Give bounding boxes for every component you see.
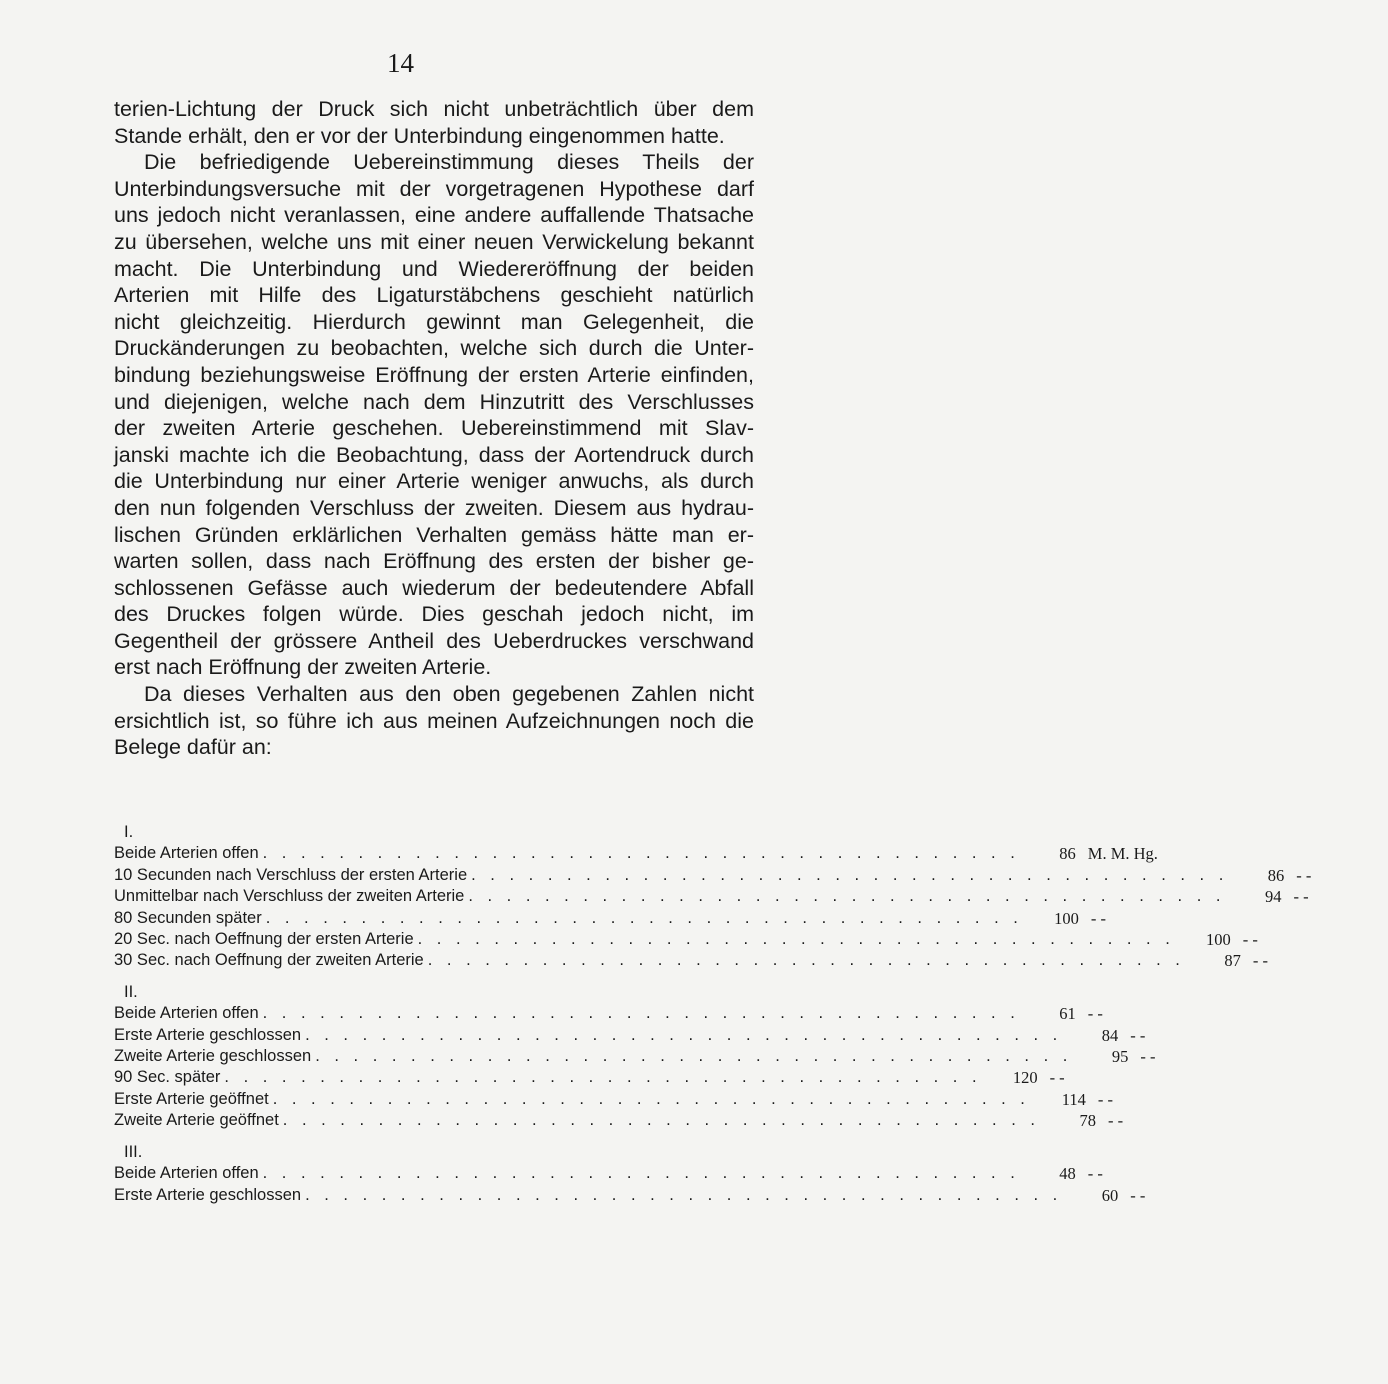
row-value: 100 [1054,908,1079,928]
row-value: 94 [1264,887,1282,907]
paragraph-line: Stande erhält, den er vor der Unterbindung eingenommen hatte. [114,123,725,148]
row-unit: - - [1097,1089,1113,1109]
row-label: 80 Secunden später [114,908,262,927]
table-heading: I. [124,823,134,841]
row-unit: - - [1087,1164,1103,1184]
dot-leader: . . . . . . . . . . . . . . . . . . . . . . . . . . . . . . . . . . . . . . . . [315,1047,1073,1066]
row-unit: M. M. Hg. [1087,844,1158,864]
dot-leader: . . . . . . . . . . . . . . . . . . . . . . . . . . . . . . . . . . . . . . . . [224,1068,982,1087]
measurement-tables [114,820,1312,1206]
paragraph-line: bindung beziehungsweise Eröffnung der ersten Arterie einfinden, [114,362,754,387]
row-label: 30 Sec. nach Oeffnung der zweiten Arterie [114,951,424,970]
table-row [114,1046,1156,1067]
row-unit: - - [1049,1068,1065,1088]
dot-leader: . . . . . . . . . . . . . . . . . . . . . . . . . . . . . . . . . . . . . . . . [262,1164,1020,1183]
table-row [114,1110,1124,1131]
row-value: 86 [1267,865,1285,885]
paragraph-line: schlossenen Gefässe auch wiederum der bedeutendere Abfall [114,575,754,600]
row-value: 120 [1012,1068,1038,1088]
row-value: 48 [1059,1164,1076,1184]
paragraph-line: macht. Die Unterbindung und Wiedereröffnung der beiden [114,256,754,281]
table-row [114,908,1106,929]
table-heading: III. [124,1142,143,1161]
row-label: 20 Sec. nach Oeffnung der ersten Arterie [114,930,414,949]
row-value: 87 [1224,951,1241,971]
paragraph-line: Druckänderungen zu beobachten, welche sich durch die Unter- [114,336,754,361]
row-unit: - - [1242,930,1258,950]
paragraph-line: Belege dafür an: [114,735,272,760]
table-row [114,1185,1146,1206]
paragraph-line: warten sollen, dass nach Eröffnung des ersten der bisher ge- [114,549,754,574]
row-value: 61 [1059,1004,1076,1024]
row-value: 84 [1101,1025,1119,1045]
table-row [114,1163,1103,1184]
row-unit: - - [1252,951,1269,971]
row-unit: - - [1107,1111,1124,1131]
paragraph-line: nicht gleichzeitig. Hierdurch gewinnt man Gelegenheit, die [114,309,754,334]
table-row [114,1067,1065,1088]
row-unit: - - [1140,1047,1156,1067]
dot-leader: . . . . . . . . . . . . . . . . . . . . . . . . . . . . . . . . . . . . . . . . [262,844,1020,863]
table-row [114,1003,1103,1024]
paragraph-line: Die befriedigende Uebereinstimmung dieses Theils der [144,150,754,175]
row-label: Beide Arterien offen [114,1004,259,1023]
row-value: 86 [1059,844,1076,864]
row-label: Erste Arterie geschlossen [114,1025,302,1044]
paragraph-line: Arterien mit Hilfe des Ligaturstäbchens geschieht natürlich [114,283,754,308]
paragraph-line: zu übersehen, welche uns mit einer neuen Verwickelung bekannt [114,229,754,254]
dot-leader: . . . . . . . . . . . . . . . . . . . . . . . . . . . . . . . . . . . . . . . . [468,887,1226,906]
row-label: 90 Sec. später [114,1068,221,1087]
paragraph-line: des Druckes folgen würde. Dies geschah jedoch nicht, im [114,602,754,627]
paragraph-line: der zweiten Arterie geschehen. Uebereinstimmend mit Slav- [114,416,754,441]
row-unit: - - [1087,1004,1103,1024]
paragraph-line: die Unterbindung nur einer Arterie weniger anwuchs, als durch [114,469,754,494]
dot-leader: . . . . . . . . . . . . . . . . . . . . . . . . . . . . . . . . . . . . . . . . [305,1185,1063,1204]
row-value: 78 [1079,1111,1096,1131]
row-value: 95 [1111,1047,1129,1067]
row-label: 10 Secunden nach Verschluss der ersten Arterie [114,865,468,884]
table-row [114,929,1258,950]
row-label: Zweite Arterie geschlossen [114,1047,312,1066]
table-row [114,886,1309,907]
paragraph-line: Unterbindungsversuche mit der vorgetragenen Hypothese darf [114,176,754,201]
paragraph-line: lischen Gründen erklärlichen Verhalten gemäss hätte man er- [114,522,754,547]
row-unit: - - [1130,1025,1146,1045]
paragraph-line: Gegentheil der grössere Antheil des Ueberdruckes verschwand [114,628,754,653]
page-number: 14 [387,48,414,78]
paragraph-line: terien-Lichtung der Druck sich nicht unbeträchtlich über dem [114,97,754,121]
dot-leader: . . . . . . . . . . . . . . . . . . . . . . . . . . . . . . . . . . . . . . . . [471,865,1229,884]
table-row [114,1089,1113,1110]
row-label: Unmittelbar nach Verschluss der zweiten Arterie [114,887,465,906]
paragraph-line: ersichtlich ist, so führe ich aus meinen Aufzeichnungen noch die [114,708,754,733]
table-row [114,1025,1146,1046]
row-unit: - - [1130,1185,1146,1205]
dot-leader: . . . . . . . . . . . . . . . . . . . . . . . . . . . . . . . . . . . . . . . . [417,930,1175,949]
row-unit: - - [1090,908,1106,928]
dot-leader: . . . . . . . . . . . . . . . . . . . . . . . . . . . . . . . . . . . . . . . . [427,951,1185,970]
row-value: 114 [1061,1089,1086,1109]
table-row [114,950,1269,971]
row-label: Beide Arterien offen [114,1164,259,1183]
table-row [114,865,1312,886]
row-unit: - - [1296,865,1312,885]
dot-leader: . . . . . . . . . . . . . . . . . . . . . . . . . . . . . . . . . . . . . . . . [265,908,1023,927]
paragraph-line: den nun folgenden Verschluss der zweiten. Diesem aus hydrau- [114,495,754,520]
body-paragraphs [114,96,754,761]
paragraph-line: erst nach Eröffnung der zweiten Arterie. [114,655,492,680]
row-label: Erste Arterie geschlossen [114,1185,302,1204]
dot-leader: . . . . . . . . . . . . . . . . . . . . . . . . . . . . . . . . . . . . . . . . [282,1111,1040,1130]
row-unit: - - [1293,887,1309,907]
row-value: 100 [1206,930,1231,950]
paragraph-line: Da dieses Verhalten aus den oben gegebenen Zahlen nicht [144,682,754,707]
dot-leader: . . . . . . . . . . . . . . . . . . . . . . . . . . . . . . . . . . . . . . . . [262,1004,1020,1023]
dot-leader: . . . . . . . . . . . . . . . . . . . . . . . . . . . . . . . . . . . . . . . . [305,1025,1063,1044]
row-label: Zweite Arterie geöffnet [114,1111,279,1130]
dot-leader: . . . . . . . . . . . . . . . . . . . . . . . . . . . . . . . . . . . . . . . . [272,1089,1030,1108]
row-value: 60 [1101,1185,1119,1205]
table-row [114,843,1158,864]
paragraph-line: janski machte ich die Beobachtung, dass der Aortendruck durch [114,442,754,467]
paragraph-line: und diejenigen, welche nach dem Hinzutritt des Verschlusses [114,389,754,414]
row-label: Beide Arterien offen [114,844,259,863]
row-label: Erste Arterie geöffnet [114,1089,269,1108]
table-heading: II. [124,982,138,1001]
paragraph-line: uns jedoch nicht veranlassen, eine andere auffallende Thatsache [114,203,754,228]
